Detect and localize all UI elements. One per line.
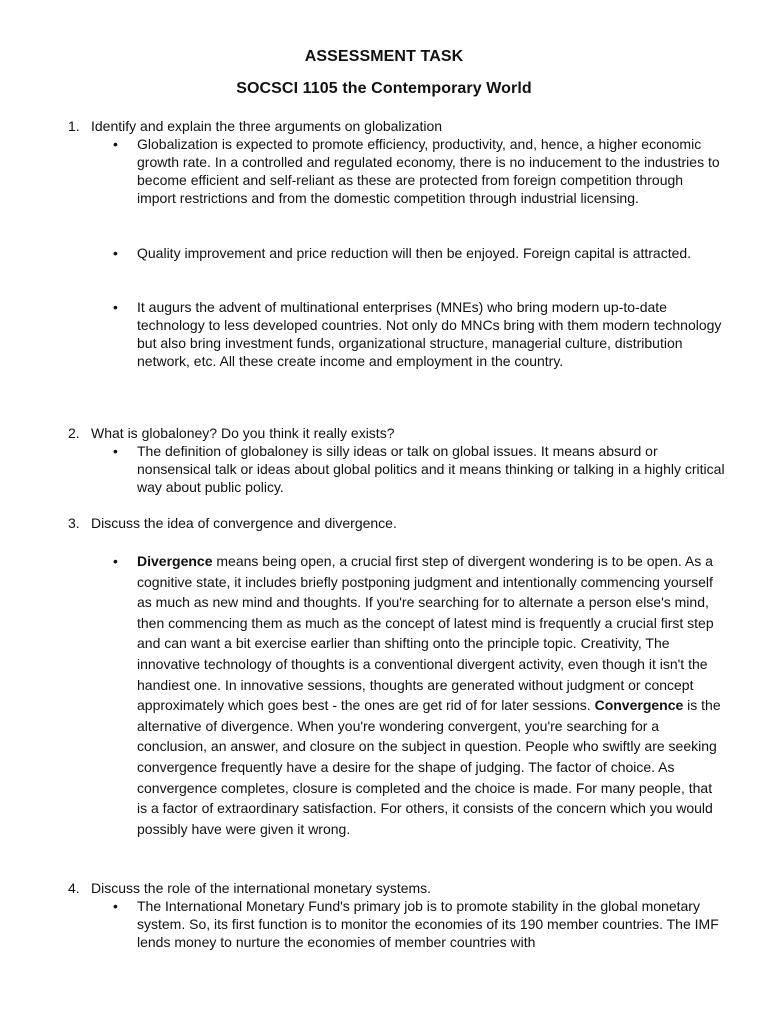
question-text: Discuss the idea of convergence and divergence. — [91, 515, 397, 531]
list-item — [113, 551, 725, 839]
list-item — [113, 442, 725, 496]
question-number: 4. — [68, 880, 80, 896]
bullet-icon: • — [113, 553, 118, 569]
term-divergence: Divergence — [137, 553, 213, 569]
question-text: Identify and explain the three arguments on globalization — [91, 118, 443, 134]
question-text: What is globaloney? Do you think it really exists? — [91, 425, 395, 441]
question-2 — [68, 424, 738, 442]
answer-text: The definition of globaloney is silly ideas or talk on global issues. It means absurd or nonsensical talk or ideas about global politics and it means thinking or talking in a highly critical way about public policy. — [137, 443, 725, 495]
bullet-icon: • — [113, 898, 118, 914]
list-item — [113, 135, 725, 207]
answer-text: Quality improvement and price reduction will then be enjoyed. Foreign capital is attracted. — [137, 245, 692, 261]
course-title: SOCSCI 1105 the Contemporary World — [236, 80, 532, 97]
answer-text: The International Monetary Fund's primary job is to promote stability in the global monetary system. So, its first function is to monitor the economies of its 190 member countries. The IMF lends money to nurture the economies of member countries with — [137, 898, 719, 950]
question-number: 1. — [68, 118, 80, 134]
answer-text: It augurs the advent of multinational enterprises (MNEs) who bring modern up-to-date technology to less developed countries. Not only do MNCs bring with them modern technology but also bring investment funds, organizational structure, managerial culture, distribution network, etc. All these create income and employment in the country. — [137, 299, 722, 369]
term-convergence: Convergence — [594, 697, 684, 714]
convergence-text: is the alternative of divergence. When you're wondering convergent, you're searching for a conclusion, an answer, and closure on the subject in question. People who swiftly are seeking convergence frequently have a desire for the shape of judging. The factor of choice. As convergence completes, closure is completed and the choice is made. For many people, that is a factor of extraordinary satisfaction. For others, it consists of the concern which you would possibly have were given it wrong. — [137, 697, 721, 837]
question-4 — [68, 879, 738, 897]
question-3 — [68, 514, 738, 532]
bullet-icon: • — [113, 443, 118, 459]
bullet-icon: • — [113, 245, 118, 261]
list-item — [113, 298, 725, 370]
list-item — [113, 897, 725, 969]
question-text: Discuss the role of the international monetary systems. — [91, 880, 432, 896]
question-1 — [68, 117, 738, 135]
divergence-text: means being open, a crucial first step of divergent wondering is to be open. As a cognitive state, it includes briefly postponing judgment and intentionally commencing yourself as much as new mind and thoughts. If you're searching for to alternate a person else's mind, then commencing them as much as the concept of latest mind is frequently a crucial first step and can want a bit exercise earlier than shifting onto the principle topic. Creativity, The innovative technology of thoughts is a conventional divergent activity, even though it isn't the handiest one. In innovative sessions, thoughts are generated without judgment or concept approximately which goes best - the ones are get rid of for later sessions. — [137, 553, 714, 714]
question-number: 2. — [68, 425, 80, 441]
answer-text: Globalization is expected to promote efficiency, productivity, and, hence, a higher economic growth rate. In a controlled and regulated economy, there is no inducement to the industries to become efficient and self-reliant as these are protected from foreign competition through import restrictions and from the domestic competition through industrial licensing. — [137, 136, 720, 206]
answer-text — [137, 551, 725, 839]
bullet-icon: • — [113, 299, 118, 315]
list-item — [113, 244, 725, 262]
bullet-icon: • — [113, 136, 118, 152]
document-title: ASSESSMENT TASK — [304, 48, 464, 65]
question-number: 3. — [68, 515, 80, 531]
